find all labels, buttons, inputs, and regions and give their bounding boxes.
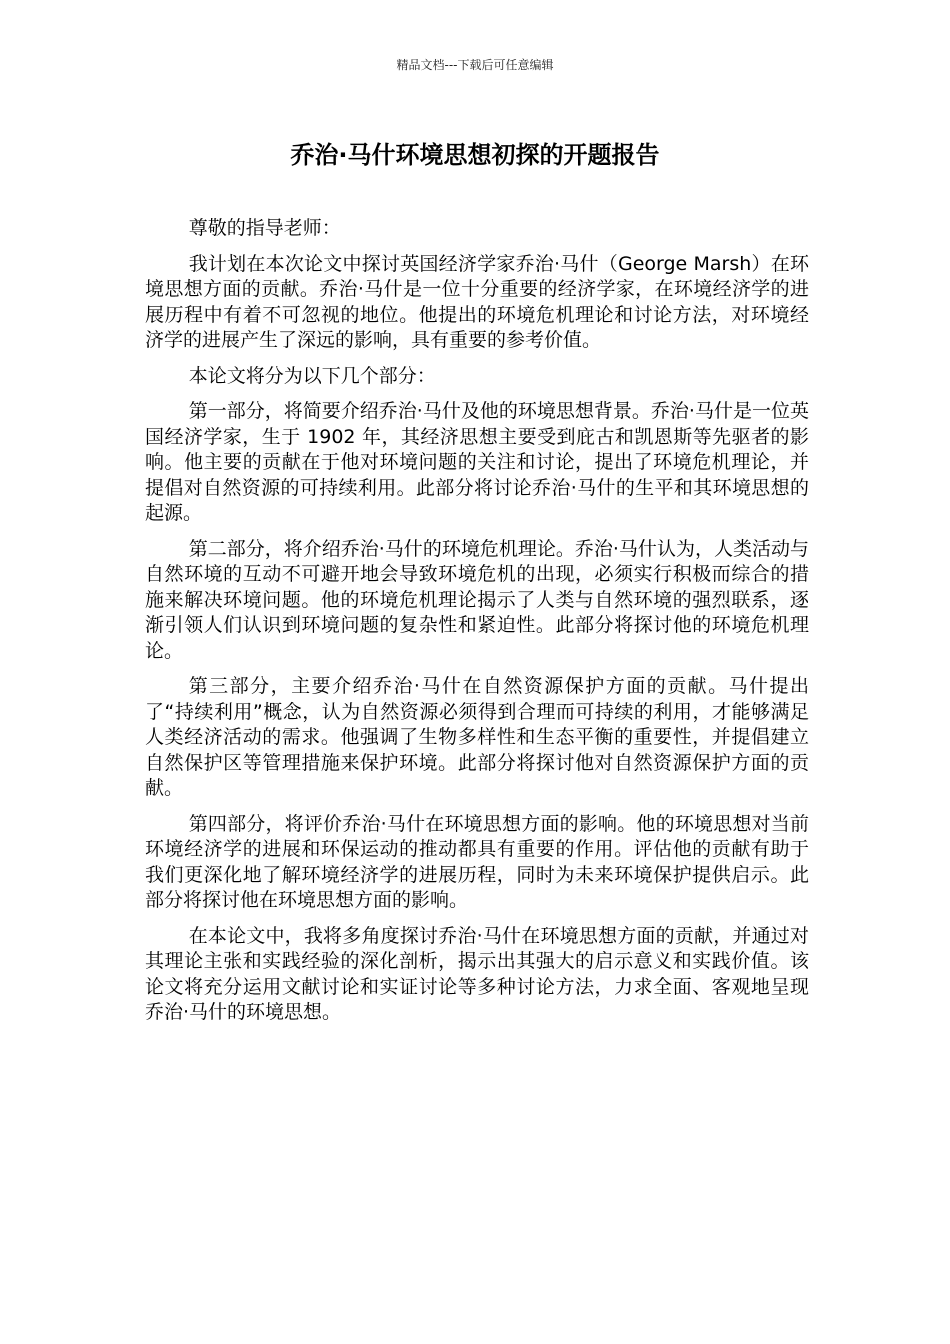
paragraph-part-three: 第三部分，主要介绍乔治·马什在自然资源保护方面的贡献。马什提出了“持续利用”概念，认为自然资源必须得到合理而可持续的利用，才能够满足人类经济活动的需求。他强调了生物多样性和生态平衡的重要性，并提倡建立自然保护区等管理措施来保护环境。此部分将探讨他对自然资源保护方面的贡献。	[145, 675, 809, 799]
paragraph-part-four: 第四部分，将评价乔治·马什在环境思想方面的影响。他的环境思想对当前环境经济学的进展和环保运动的推动都具有重要的作用。评估他的贡献有助于我们更深化地了解环境经济学的进展历程，同时为未来环境保护提供启示。此部分将探讨他在环境思想方面的影响。	[145, 812, 809, 911]
paragraph-outline: 本论文将分为以下几个部分：	[188, 364, 436, 387]
paragraph-intro: 我计划在本次论文中探讨英国经济学家乔治·马什（George Marsh）在环境思想方面的贡献。乔治·马什是一位十分重要的经济学家，在环境经济学的进展历程中有着不可忽视的地位。他提出的环境危机理论和讨论方法，对环境经济学的进展产生了深远的影响，具有重要的参考价值。	[145, 252, 809, 351]
header-note: 精品文档---下载后可任意编辑	[396, 58, 554, 72]
paragraph-conclusion: 在本论文中，我将多角度探讨乔治·马什在环境思想方面的贡献，并通过对其理论主张和实践经验的深化剖析，揭示出其强大的启示意义和实践价值。该论文将充分运用文献讨论和实证讨论等多种讨论方法，力求全面、客观地呈现乔治·马什的环境思想。	[145, 924, 809, 1023]
salutation: 尊敬的指导老师：	[188, 217, 341, 239]
paragraph-part-one: 第一部分，将简要介绍乔治·马什及他的环境思想背景。乔治·马什是一位英国经济学家，生于 1902 年，其经济思想主要受到庇古和凯恩斯等先驱者的影响。他主要的贡献在于他对环境问题的关注和讨论，提出了环境危机理论，并提倡对自然资源的可持续利用。此部分将讨论乔治·马什的生平和其环境思想的起源。	[145, 400, 809, 524]
paragraph-part-two: 第二部分，将介绍乔治·马什的环境危机理论。乔治·马什认为，人类活动与自然环境的互动不可避开地会导致环境危机的出现，必须实行积极而综合的措施来解决环境问题。他的环境危机理论揭示了人类与自然环境的强烈联系，逐渐引领人们认识到环境问题的复杂性和紧迫性。此部分将探讨他的环境危机理论。	[145, 537, 809, 662]
document-title: 乔治·马什环境思想初探的开题报告	[290, 141, 660, 169]
document-body	[145, 216, 809, 1036]
